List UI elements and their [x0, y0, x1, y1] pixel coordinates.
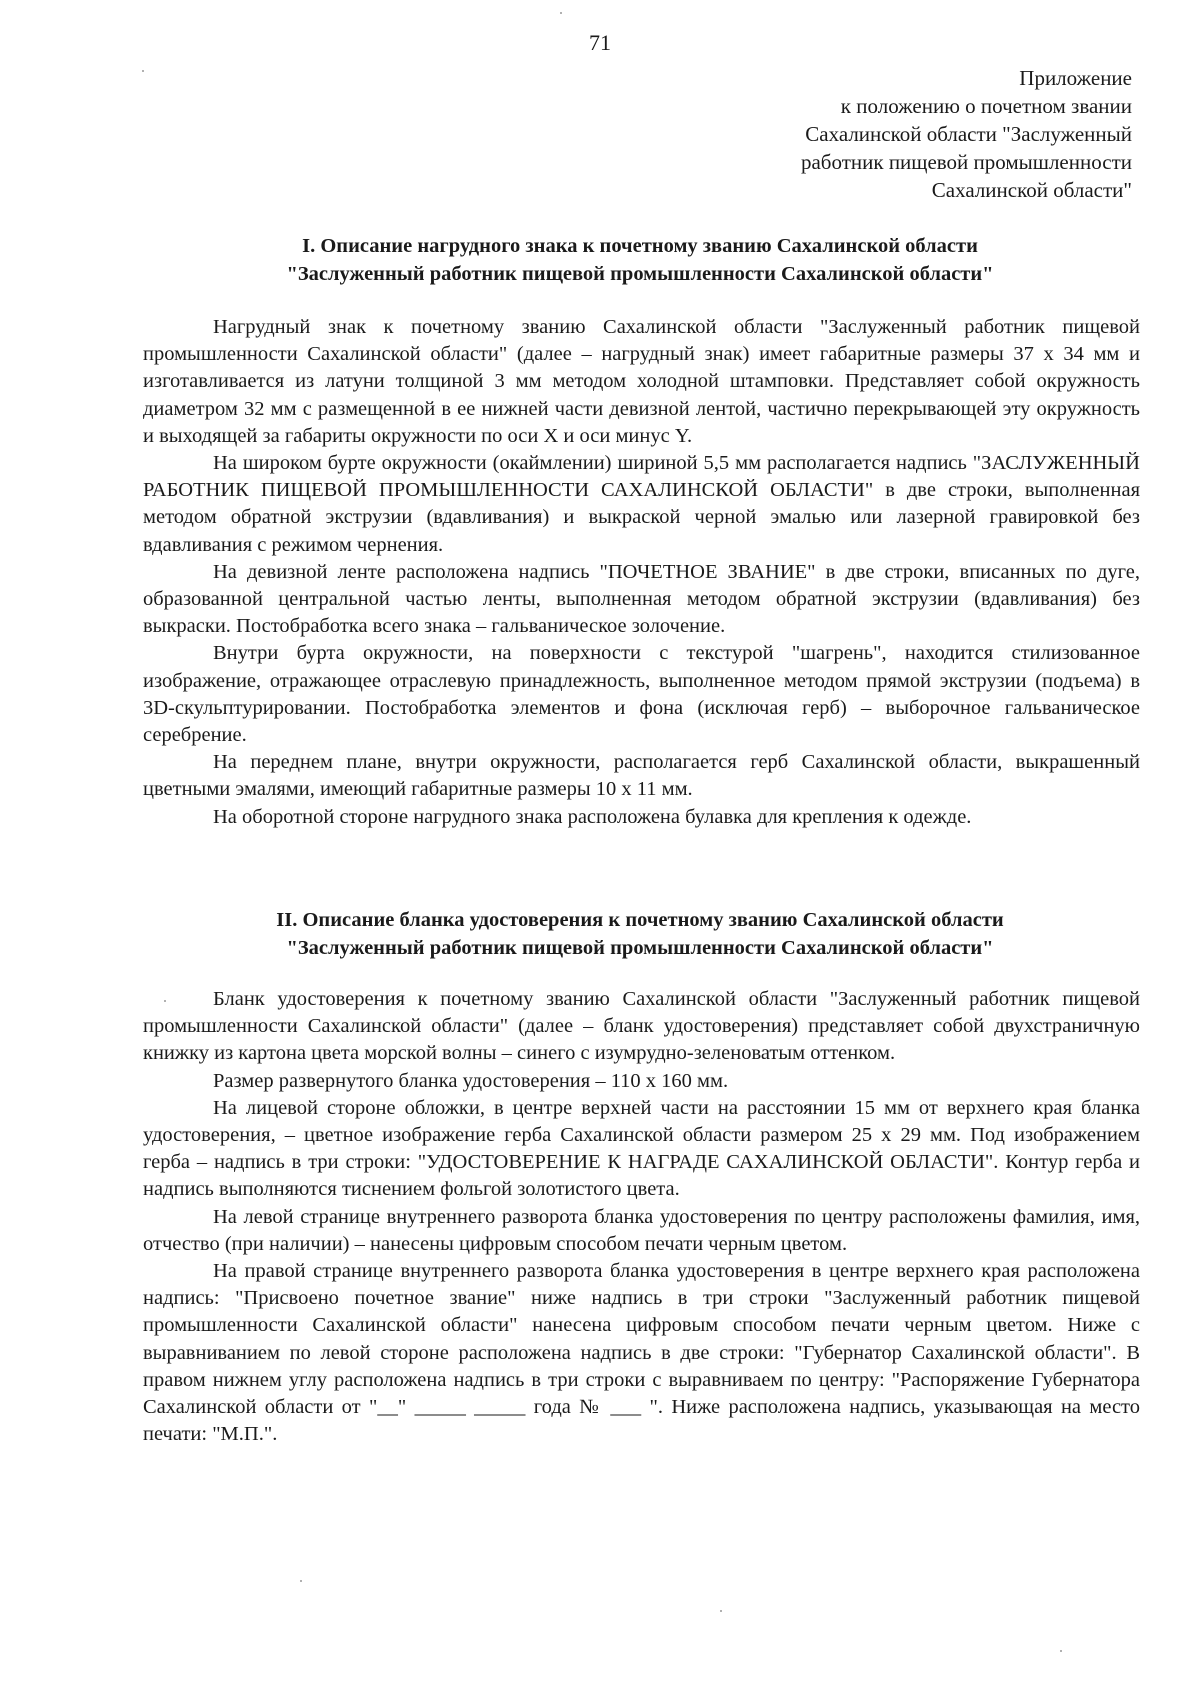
section-1-body [143, 314, 1140, 831]
section-2-heading-line-2: "Заслуженный работник пищевой промышленности Сахалинской области" [286, 937, 994, 959]
section-1-heading [140, 232, 1140, 288]
section-2-body [143, 986, 1140, 1448]
appendix-line: Сахалинской области" [931, 178, 1132, 202]
paragraph: На лицевой стороне обложки, в центре верхней части на расстоянии 15 мм от верхнего края бланка удостоверения, – цветное изображение герба Сахалинской области размером 25 x 29 мм. Под изображением герба – надпись в три строки: "УДОСТОВЕРЕНИЕ К НАГРАДЕ САХАЛИНСКОЙ ОБЛАСТИ". Контур герба и надпись выполняются тиснением фольгой золотистого цвета. [143, 1096, 1140, 1201]
appendix-line: к положению о почетном звании [840, 94, 1132, 118]
paragraph: Размер развернутого бланка удостоверения – 110 x 160 мм. [213, 1069, 729, 1092]
scan-speck [720, 1610, 722, 1612]
appendix-line: Приложение [1019, 66, 1132, 90]
page-number: 71 [589, 30, 611, 55]
scan-speck [560, 12, 562, 14]
scan-speck [164, 1000, 166, 1002]
paragraph: На левой странице внутреннего разворота бланка удостоверения по центру расположены фамилия, имя, отчество (при наличии) – нанесены цифровым способом печати черным цветом. [143, 1205, 1140, 1255]
appendix-line: Сахалинской области "Заслуженный [805, 122, 1132, 146]
section-1-heading-line-1: I. Описание нагрудного знака к почетному званию Сахалинской области [302, 235, 978, 257]
scan-speck [1060, 1650, 1062, 1652]
scan-speck [142, 70, 144, 72]
section-2-heading-line-1: II. Описание бланка удостоверения к почетному званию Сахалинской области [276, 909, 1004, 931]
section-1-heading-line-2: "Заслуженный работник пищевой промышленности Сахалинской области" [286, 263, 994, 285]
paragraph: На правой странице внутреннего разворота бланка удостоверения в центре верхнего края расположена надпись: "Присвоено почетное звание" ниже надпись в три строки "Заслуженный работник пищевой промышленности Сахалинской области" нанесена цифровым способом печати черным цветом. Ниже с выравниванием по левой стороне расположена надпись в две строки: "Губернатор Сахалинской области". В правом нижнем углу расположена надпись в три строки с выравниваем по центру: "Распоряжение Губернатора Сахалинской области от "__" _____ _____ года № ___ ". Ниже расположена надпись, указывающая на место печати: "М.П.". [143, 1260, 1140, 1446]
paragraph: На оборотной стороне нагрудного знака расположена булавка для крепления к одежде. [213, 805, 972, 828]
paragraph: Внутри бурта окружности, на поверхности с текстурой "шагрень", находится стилизованное изображение, отражающее отраслевую принадлежность, выполненное методом прямой экструзии (подъема) в 3D-скульптурировании. Постобработка элементов и фона (исключая герб) – выборочное гальваническое серебрение. [143, 642, 1140, 747]
paragraph: На переднем плане, внутри окружности, располагается герб Сахалинской области, выкрашенный цветными эмалями, имеющий габаритные размеры 10 x 11 мм. [143, 751, 1140, 801]
appendix-line: работник пищевой промышленности [800, 150, 1132, 174]
paragraph: На широком бурте окружности (окаймлении) шириной 5,5 мм располагается надпись "ЗАСЛУЖЕННЫЙ РАБОТНИК ПИЩЕВОЙ ПРОМЫШЛЕННОСТИ САХАЛИНСКОЙ ОБЛАСТИ" в две строки, выполненная методом обратной экструзии (вдавливания) и выкраской черной эмалью или лазерной гравировкой без вдавливания с режимом чернения. [143, 452, 1140, 556]
section-2-heading [140, 906, 1140, 962]
paragraph: На девизной ленте расположена надпись "ПОЧЕТНОЕ ЗВАНИЕ" в две строки, вписанных по дуге, образованной центральной частью ленты, выполненная методом обратной экструзии (вдавливания) без выкраски. Постобработка всего знака – гальваническое золочение. [143, 560, 1140, 638]
paragraph: Нагрудный знак к почетному званию Сахалинской области "Заслуженный работник пищевой промышленности Сахалинской области" (далее – нагрудный знак) имеет габаритные размеры 37 x 34 мм и изготавливается из латуни толщиной 3 мм методом холодной штамповки. Представляет собой окружность диаметром 32 мм с размещенной в ее нижней части девизной лентой, частично перекрывающей эту окружность и выходящей за габариты окружности по оси X и оси минус Y. [143, 316, 1140, 447]
scan-speck [300, 1580, 302, 1582]
appendix-block [612, 64, 1132, 204]
paragraph: Бланк удостоверения к почетному званию Сахалинской области "Заслуженный работник пищевой промышленности Сахалинской области" (далее – бланк удостоверения) представляет собой двухстраничную книжку из картона цвета морской волны – синего с изумрудно-зеленоватым оттенком. [143, 988, 1140, 1065]
